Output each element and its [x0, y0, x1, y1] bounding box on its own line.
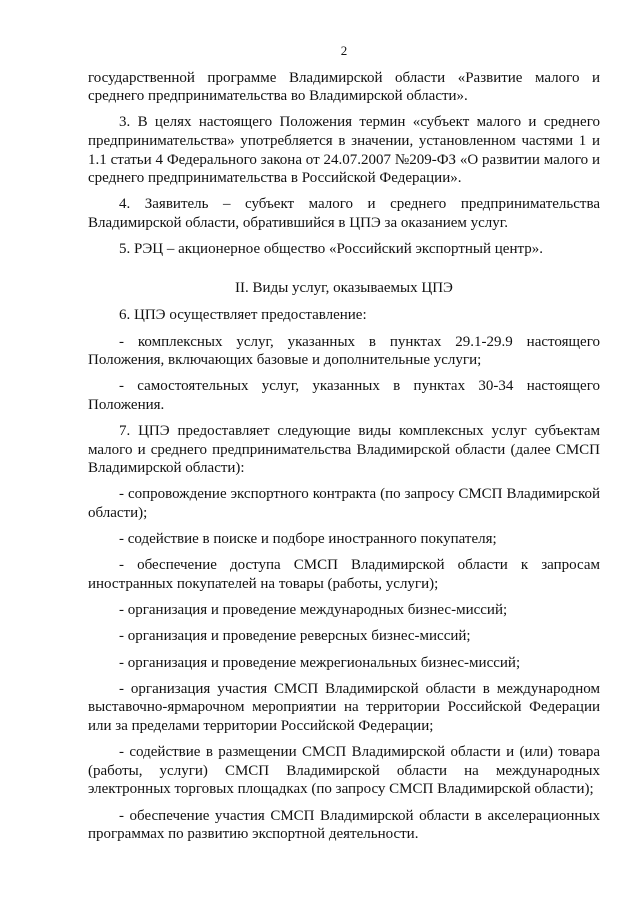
list-item: - сопровождение экспортного контракта (по запросу СМСП Владимирской области); [88, 486, 600, 522]
list-item: - самостоятельных услуг, указанных в пунктах 30-34 настоящего Положения. [88, 378, 600, 413]
list-item: - комплексных услуг, указанных в пунктах 29.1-29.9 настоящего Положения, включающих базовые и дополнительные услуги; [88, 333, 600, 369]
list-item: - обеспечение доступа СМСП Владимирской области к запросам иностранных покупателей на товары (работы, услуги); [88, 557, 600, 592]
paragraph-continuation: государственной программе Владимирской области «Развитие малого и среднего предпринимательства во Владимирской области». [88, 69, 600, 105]
paragraph-4: 4. Заявитель – субъект малого и среднего предпринимательства Владимирской области, обратившийся в ЦПЭ за оказанием услуг. [88, 196, 600, 231]
list-item: - организация и проведение межрегиональных бизнес-миссий; [119, 654, 521, 671]
paragraph-5: 5. РЭЦ – акционерное общество «Российский экспортный центр». [119, 241, 543, 258]
list-item: - организация участия СМСП Владимирской области в международном выставочно-ярмарочном мероприятии на территории Российской Федерации или за пределами территории Российской Федерации; [88, 680, 600, 734]
list-item: - обеспечение участия СМСП Владимирской области в акселерационных программах по развитию экспортной деятельности. [88, 807, 600, 843]
list-item: - организация и проведение международных бизнес-миссий; [119, 602, 508, 619]
paragraph-6: 6. ЦПЭ осуществляет предоставление: [119, 307, 367, 324]
page-number: 2 [340, 43, 348, 58]
list-item: - содействие в поиске и подборе иностранного покупателя; [119, 531, 497, 548]
list-item: - организация и проведение реверсных бизнес-миссий; [119, 628, 471, 645]
paragraph-7: 7. ЦПЭ предоставляет следующие виды комплексных услуг субъектам малого и среднего предпринимательства Владимирской области (далее СМСП Владимирской области): [88, 423, 600, 477]
paragraph-3: 3. В целях настоящего Положения термин «субъект малого и среднего предпринимательства» употребляется в значении, установленном частями 1 и 1.1 статьи 4 Федерального закона от 24.07.2007 №209-ФЗ «О развитии малого и среднего предпринимательства в Российской Федерации». [88, 114, 600, 187]
section-title: II. Виды услуг, оказываемых ЦПЭ [235, 279, 453, 296]
list-item: - содействие в размещении СМСП Владимирской области и (или) товара (работы, услуги) СМСП Владимирской области на международных электронных торговых площадках (по запросу СМСП Владимирской области); [88, 744, 600, 798]
